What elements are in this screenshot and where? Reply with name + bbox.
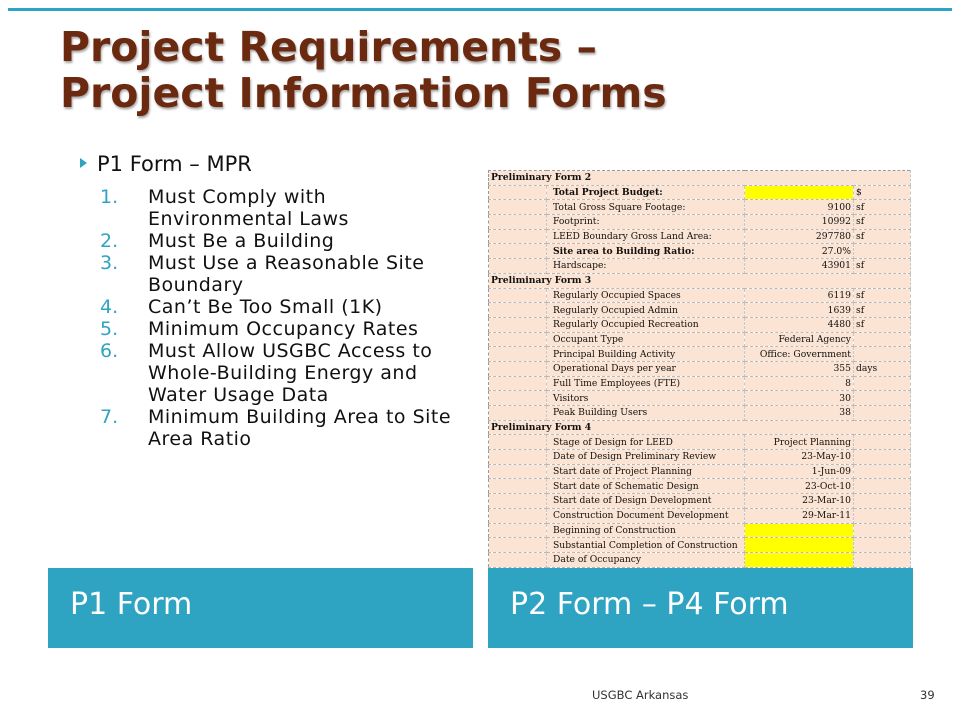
section-label: Preliminary Form 3 <box>489 273 911 288</box>
row-value <box>745 523 854 538</box>
row-value: 30 <box>745 391 854 406</box>
row-unit <box>854 332 911 347</box>
row-label: Date of Occupancy <box>547 552 745 567</box>
tab-p2-p4-form[interactable]: P2 Form – P4 Form <box>488 568 913 648</box>
row-indent-cell <box>489 450 547 465</box>
requirement-number: 4. <box>100 296 119 318</box>
row-value: 23-Mar-10 <box>745 494 854 509</box>
requirement-item <box>100 252 470 296</box>
row-indent-cell <box>489 347 547 362</box>
row-indent-cell <box>489 494 547 509</box>
row-unit <box>854 376 911 391</box>
row-indent-cell <box>489 435 547 450</box>
requirement-number: 2. <box>100 230 119 252</box>
row-label: Hardscape: <box>547 259 745 274</box>
row-unit <box>854 244 911 259</box>
table-section-row <box>489 273 911 288</box>
requirement-number: 6. <box>100 340 119 362</box>
row-indent-cell <box>489 391 547 406</box>
row-indent-cell <box>489 332 547 347</box>
requirement-number: 3. <box>100 252 119 274</box>
row-indent-cell <box>489 406 547 421</box>
table-row <box>489 215 911 230</box>
row-value: 4480 <box>745 317 854 332</box>
tab-p1-form[interactable]: P1 Form <box>48 568 473 648</box>
row-unit <box>854 523 911 538</box>
row-unit <box>854 450 911 465</box>
row-label: Footprint: <box>547 215 745 230</box>
table-row <box>489 288 911 303</box>
row-indent-cell <box>489 200 547 215</box>
row-indent-cell <box>489 259 547 274</box>
row-label: Total Project Budget: <box>547 185 745 200</box>
row-label: Full Time Employees (FTE) <box>547 376 745 391</box>
row-indent-cell <box>489 215 547 230</box>
slide-title-line-2: Project Information Forms <box>60 69 667 117</box>
row-indent-cell <box>489 244 547 259</box>
row-value <box>745 538 854 553</box>
table-row <box>489 538 911 553</box>
row-unit <box>854 479 911 494</box>
table-row <box>489 406 911 421</box>
row-unit <box>854 538 911 553</box>
slide-title <box>60 24 940 116</box>
requirement-text: Minimum Occupancy Rates <box>148 318 419 340</box>
requirement-text: Must Comply with Environmental Laws <box>148 186 349 230</box>
row-label: Start date of Design Development <box>547 494 745 509</box>
row-unit <box>854 347 911 362</box>
row-indent-cell <box>489 523 547 538</box>
table-row <box>489 391 911 406</box>
section-label: Preliminary Form 4 <box>489 420 911 435</box>
row-indent-cell <box>489 288 547 303</box>
row-value: 1639 <box>745 303 854 318</box>
row-unit: sf <box>854 200 911 215</box>
table-row <box>489 317 911 332</box>
requirement-item <box>100 318 470 340</box>
requirement-item <box>100 340 470 406</box>
row-label: Substantial Completion of Construction <box>547 538 745 553</box>
row-label: Principal Building Activity <box>547 347 745 362</box>
row-indent-cell <box>489 538 547 553</box>
table-row <box>489 244 911 259</box>
row-unit: sf <box>854 288 911 303</box>
row-indent-cell <box>489 464 547 479</box>
requirement-number: 5. <box>100 318 119 340</box>
row-label: Construction Document Development <box>547 508 745 523</box>
row-unit <box>854 464 911 479</box>
p1-form-bullet <box>80 152 252 176</box>
row-label: Visitors <box>547 391 745 406</box>
requirement-text: Must Be a Building <box>148 230 335 252</box>
row-label: Start date of Project Planning <box>547 464 745 479</box>
row-value: 297780 <box>745 229 854 244</box>
row-value: 355 <box>745 361 854 376</box>
row-value <box>745 185 854 200</box>
row-indent-cell <box>489 376 547 391</box>
requirement-item <box>100 296 470 318</box>
top-accent-rule <box>8 8 952 11</box>
row-value: 10992 <box>745 215 854 230</box>
row-label: Operational Days per year <box>547 361 745 376</box>
row-label: Occupant Type <box>547 332 745 347</box>
table-row <box>489 479 911 494</box>
row-label: Date of Design Preliminary Review <box>547 450 745 465</box>
row-unit <box>854 391 911 406</box>
table-row <box>489 200 911 215</box>
row-indent-cell <box>489 508 547 523</box>
row-indent-cell <box>489 317 547 332</box>
row-value: 6119 <box>745 288 854 303</box>
row-label: Regularly Occupied Recreation <box>547 317 745 332</box>
table-row <box>489 259 911 274</box>
row-value: 23-Oct-10 <box>745 479 854 494</box>
row-value: 23-May-10 <box>745 450 854 465</box>
table-row <box>489 523 911 538</box>
row-unit: sf <box>854 215 911 230</box>
row-value: Project Planning <box>745 435 854 450</box>
row-value: Office: Government <box>745 347 854 362</box>
bullet-arrow-icon <box>80 158 87 168</box>
requirement-number: 1. <box>100 186 119 208</box>
page-number: 39 <box>920 688 935 702</box>
row-indent-cell <box>489 479 547 494</box>
requirement-item <box>100 406 470 450</box>
table-row <box>489 229 911 244</box>
table-row <box>489 464 911 479</box>
requirement-text: Minimum Building Area to Site Area Ratio <box>148 406 452 450</box>
table-row <box>489 508 911 523</box>
row-unit: sf <box>854 317 911 332</box>
row-unit <box>854 552 911 567</box>
section-label: Preliminary Form 2 <box>489 171 911 186</box>
row-unit <box>854 435 911 450</box>
row-unit: sf <box>854 259 911 274</box>
table-section-row <box>489 420 911 435</box>
row-indent-cell <box>489 303 547 318</box>
requirement-number: 7. <box>100 406 119 428</box>
row-unit <box>854 406 911 421</box>
p1-form-heading: P1 Form – MPR <box>97 152 252 176</box>
row-label: Start date of Schematic Design <box>547 479 745 494</box>
table-section-row <box>489 171 911 186</box>
row-label: Beginning of Construction <box>547 523 745 538</box>
table-row <box>489 303 911 318</box>
requirement-item <box>100 186 470 230</box>
row-indent-cell <box>489 361 547 376</box>
row-unit: $ <box>854 185 911 200</box>
row-unit: sf <box>854 229 911 244</box>
row-unit <box>854 508 911 523</box>
table-row <box>489 347 911 362</box>
row-label: Regularly Occupied Spaces <box>547 288 745 303</box>
row-value <box>745 552 854 567</box>
row-indent-cell <box>489 229 547 244</box>
row-value: 8 <box>745 376 854 391</box>
requirement-text: Must Use a Reasonable Site Boundary <box>148 252 425 296</box>
table-row <box>489 332 911 347</box>
row-unit: sf <box>854 303 911 318</box>
table-row <box>489 185 911 200</box>
row-value: 1-Jun-09 <box>745 464 854 479</box>
row-label: Site area to Building Ratio: <box>547 244 745 259</box>
row-unit <box>854 494 911 509</box>
requirement-item <box>100 230 470 252</box>
slide-title-line-1: Project Requirements – <box>60 23 597 71</box>
requirement-text: Must Allow USGBC Access to Whole-Building Energy and Water Usage Data <box>148 340 433 406</box>
row-value: 38 <box>745 406 854 421</box>
row-value: 29-Mar-11 <box>745 508 854 523</box>
row-label: LEED Boundary Gross Land Area: <box>547 229 745 244</box>
preliminary-forms-table <box>488 170 911 568</box>
row-unit: days <box>854 361 911 376</box>
requirement-text: Can’t Be Too Small (1K) <box>148 296 383 318</box>
row-label: Total Gross Square Footage: <box>547 200 745 215</box>
table-row <box>489 376 911 391</box>
table-row <box>489 552 911 567</box>
row-value: 9100 <box>745 200 854 215</box>
row-label: Regularly Occupied Admin <box>547 303 745 318</box>
table-row <box>489 450 911 465</box>
row-value: 27.0% <box>745 244 854 259</box>
row-label: Peak Building Users <box>547 406 745 421</box>
row-label: Stage of Design for LEED <box>547 435 745 450</box>
row-indent-cell <box>489 185 547 200</box>
requirements-list <box>100 186 470 450</box>
footer-org: USGBC Arkansas <box>592 688 689 702</box>
row-indent-cell <box>489 552 547 567</box>
row-value: 43901 <box>745 259 854 274</box>
table-row <box>489 494 911 509</box>
table-row <box>489 435 911 450</box>
table-row <box>489 361 911 376</box>
row-value: Federal Agency <box>745 332 854 347</box>
